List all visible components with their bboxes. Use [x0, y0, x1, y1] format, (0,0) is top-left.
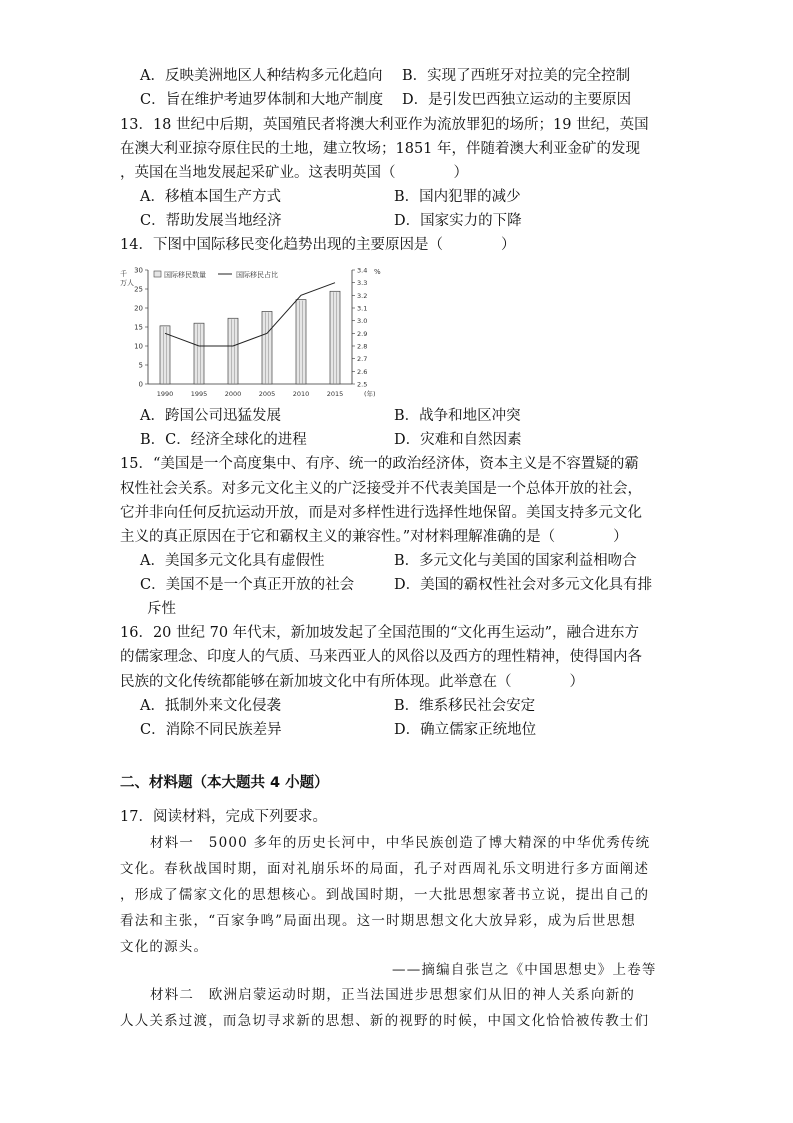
bar	[330, 291, 340, 384]
q16-stem-line: 民族的文化传统都能够在新加坡文化中有所体现。此举意在（ ）	[120, 674, 584, 690]
right-tick-label: 2.8	[357, 342, 368, 351]
right-tick-label: 3.0	[357, 317, 368, 326]
migration-chart-svg	[118, 262, 390, 398]
q13-stem-line: 在澳大利亚掠夺原住民的土地，建立牧场；1851 年，伴随着澳大利亚金矿的发现	[120, 141, 641, 157]
q14-option-b[interactable]: B．战争和地区冲突	[394, 408, 521, 424]
legend-line-label: 国际移民占比	[236, 271, 278, 279]
left-tick-label: 10	[134, 342, 143, 351]
material-one-source: ——摘编自张岂之《中国思想史》上卷等	[392, 962, 657, 978]
right-tick-label: 3.1	[357, 304, 368, 313]
q12-option-c[interactable]: C．旨在维护考迪罗体制和大地产制度	[140, 92, 384, 108]
q16-stem-line: 的儒家理念、印度人的气质、马来西亚人的风俗以及西方的理性精神，使得国内各	[120, 649, 642, 665]
material-one-line: ，形成了儒家文化的思想核心。到战国时期，一大批思想家著书立说，提出自己的	[120, 887, 650, 903]
q17-stem: 17．阅读材料，完成下列要求。	[120, 809, 327, 825]
q16-stem-line: 16．20 世纪 70 年代末，新加坡发起了全国范围的“文化再生运动”，融合进东方	[120, 625, 640, 641]
material-one-line: 看法和主张，“百家争鸣”局面出现。这一时期思想文化大放异彩，成为后世思想	[120, 913, 637, 929]
right-axis-label: %	[374, 268, 381, 276]
q15-stem-line: 权性社会关系。对多元文化主义的广泛接受并不代表美国是一个总体开放的社会，	[120, 481, 642, 497]
left-tick-label: 20	[134, 304, 143, 313]
q15-stem-line: 15．“美国是一个高度集中、有序、统一的政治经济体，资本主义是不容置疑的霸	[120, 456, 639, 472]
left-axis-label: 千	[120, 270, 127, 278]
bar	[228, 318, 238, 384]
material-one-line: 文化的源头。	[120, 939, 209, 955]
left-axis-label: 万人	[120, 279, 134, 287]
migration-chart	[118, 262, 390, 398]
share-line	[165, 283, 335, 346]
q12-option-a[interactable]: A．反映美洲地区人种结构多元化趋向	[140, 68, 383, 84]
q13-option-d[interactable]: D．国家实力的下降	[394, 213, 522, 229]
x-tick-label: 2015	[326, 390, 344, 398]
x-tick-label: 2000	[224, 390, 242, 398]
left-tick-label: 30	[134, 266, 143, 275]
material-two-line: 材料二 欧洲启蒙运动时期，正当法国进步思想家们从旧的神人关系向新的	[150, 987, 636, 1003]
q15-option-c[interactable]: C．美国不是一个真正开放的社会	[140, 577, 355, 593]
bar	[194, 323, 204, 384]
legend-bar-label: 国际移民数量	[164, 271, 206, 279]
left-tick-label: 25	[134, 285, 143, 294]
q16-option-b[interactable]: B．维系移民社会安定	[394, 698, 536, 714]
q14-option-c[interactable]: B．C．经济全球化的进程	[140, 432, 307, 448]
bar	[262, 311, 272, 384]
right-tick-label: 3.3	[357, 279, 368, 288]
right-tick-label: 2.9	[357, 329, 368, 338]
q15-stem-line: 它并非向任何反抗运动开放，而是对多样性进行选择性地保留。美国支持多元文化	[120, 505, 642, 521]
left-tick-label: 0	[138, 380, 143, 389]
legend-bar-swatch	[154, 271, 161, 277]
q15-option-b[interactable]: B．多元文化与美国的国家利益相吻合	[394, 553, 637, 569]
q13-option-a[interactable]: A．移植本国生产方式	[140, 189, 281, 205]
q16-option-d[interactable]: D．确立儒家正统地位	[394, 722, 537, 738]
q13-option-b[interactable]: B．国内犯罪的减少	[394, 189, 521, 205]
q14-option-a[interactable]: A．跨国公司迅猛发展	[140, 408, 281, 424]
x-tick-label: 2010	[292, 390, 310, 398]
q12-option-d[interactable]: D．是引发巴西独立运动的主要原因	[402, 92, 632, 108]
q15-option-d-cont: 斥性	[147, 601, 176, 617]
q14-option-d[interactable]: D．灾难和自然因素	[394, 432, 522, 448]
left-tick-label: 15	[134, 323, 143, 332]
q16-option-c[interactable]: C．消除不同民族差异	[140, 722, 282, 738]
x-axis-unit: (年)	[364, 390, 376, 398]
q14-stem: 14．下图中国际移民变化趋势出现的主要原因是（ ）	[120, 237, 516, 253]
material-two-line: 人人关系过渡，而急切寻求新的思想、新的视野的时候，中国文化恰恰被传教士们	[120, 1013, 650, 1029]
q13-stem-line: ，英国在当地发展起采矿业。这表明英国（ ）	[120, 165, 468, 181]
right-tick-label: 3.4	[357, 266, 368, 275]
left-tick-label: 5	[138, 361, 143, 370]
right-tick-label: 2.6	[357, 367, 368, 376]
q13-option-c[interactable]: C．帮助发展当地经济	[140, 213, 282, 229]
q15-stem-line: 主义的真正原因在于它和霸权主义的兼容性。”对材料理解准确的是（ ）	[120, 529, 628, 545]
x-tick-label: 1995	[190, 390, 208, 398]
x-tick-label: 1990	[156, 390, 174, 398]
q15-option-a[interactable]: A．美国多元文化具有虚假性	[140, 553, 325, 569]
material-one-line: 文化。春秋战国时期，面对礼崩乐坏的局面，孔子对西周礼乐文明进行多方面阐述	[120, 861, 650, 877]
right-tick-label: 2.5	[357, 380, 368, 389]
q15-option-d[interactable]: D．美国的霸权性社会对多元文化具有排	[394, 577, 653, 593]
x-tick-label: 2005	[258, 390, 276, 398]
right-tick-label: 2.7	[357, 355, 368, 364]
q13-stem-line: 13．18 世纪中后期，英国殖民者将澳大利亚作为流放罪犯的场所；19 世纪，英国	[120, 117, 649, 133]
q12-option-b[interactable]: B．实现了西班牙对拉美的完全控制	[402, 68, 631, 84]
bar	[296, 300, 306, 384]
section-title: 二、材料题（本大题共 4 小题）	[120, 775, 329, 791]
right-tick-label: 3.2	[357, 291, 368, 300]
material-one-line: 材料一 5000 多年的历史长河中，中华民族创造了博大精深的中华优秀传统	[150, 835, 651, 851]
q16-option-a[interactable]: A．抵制外来文化侵袭	[140, 698, 281, 714]
